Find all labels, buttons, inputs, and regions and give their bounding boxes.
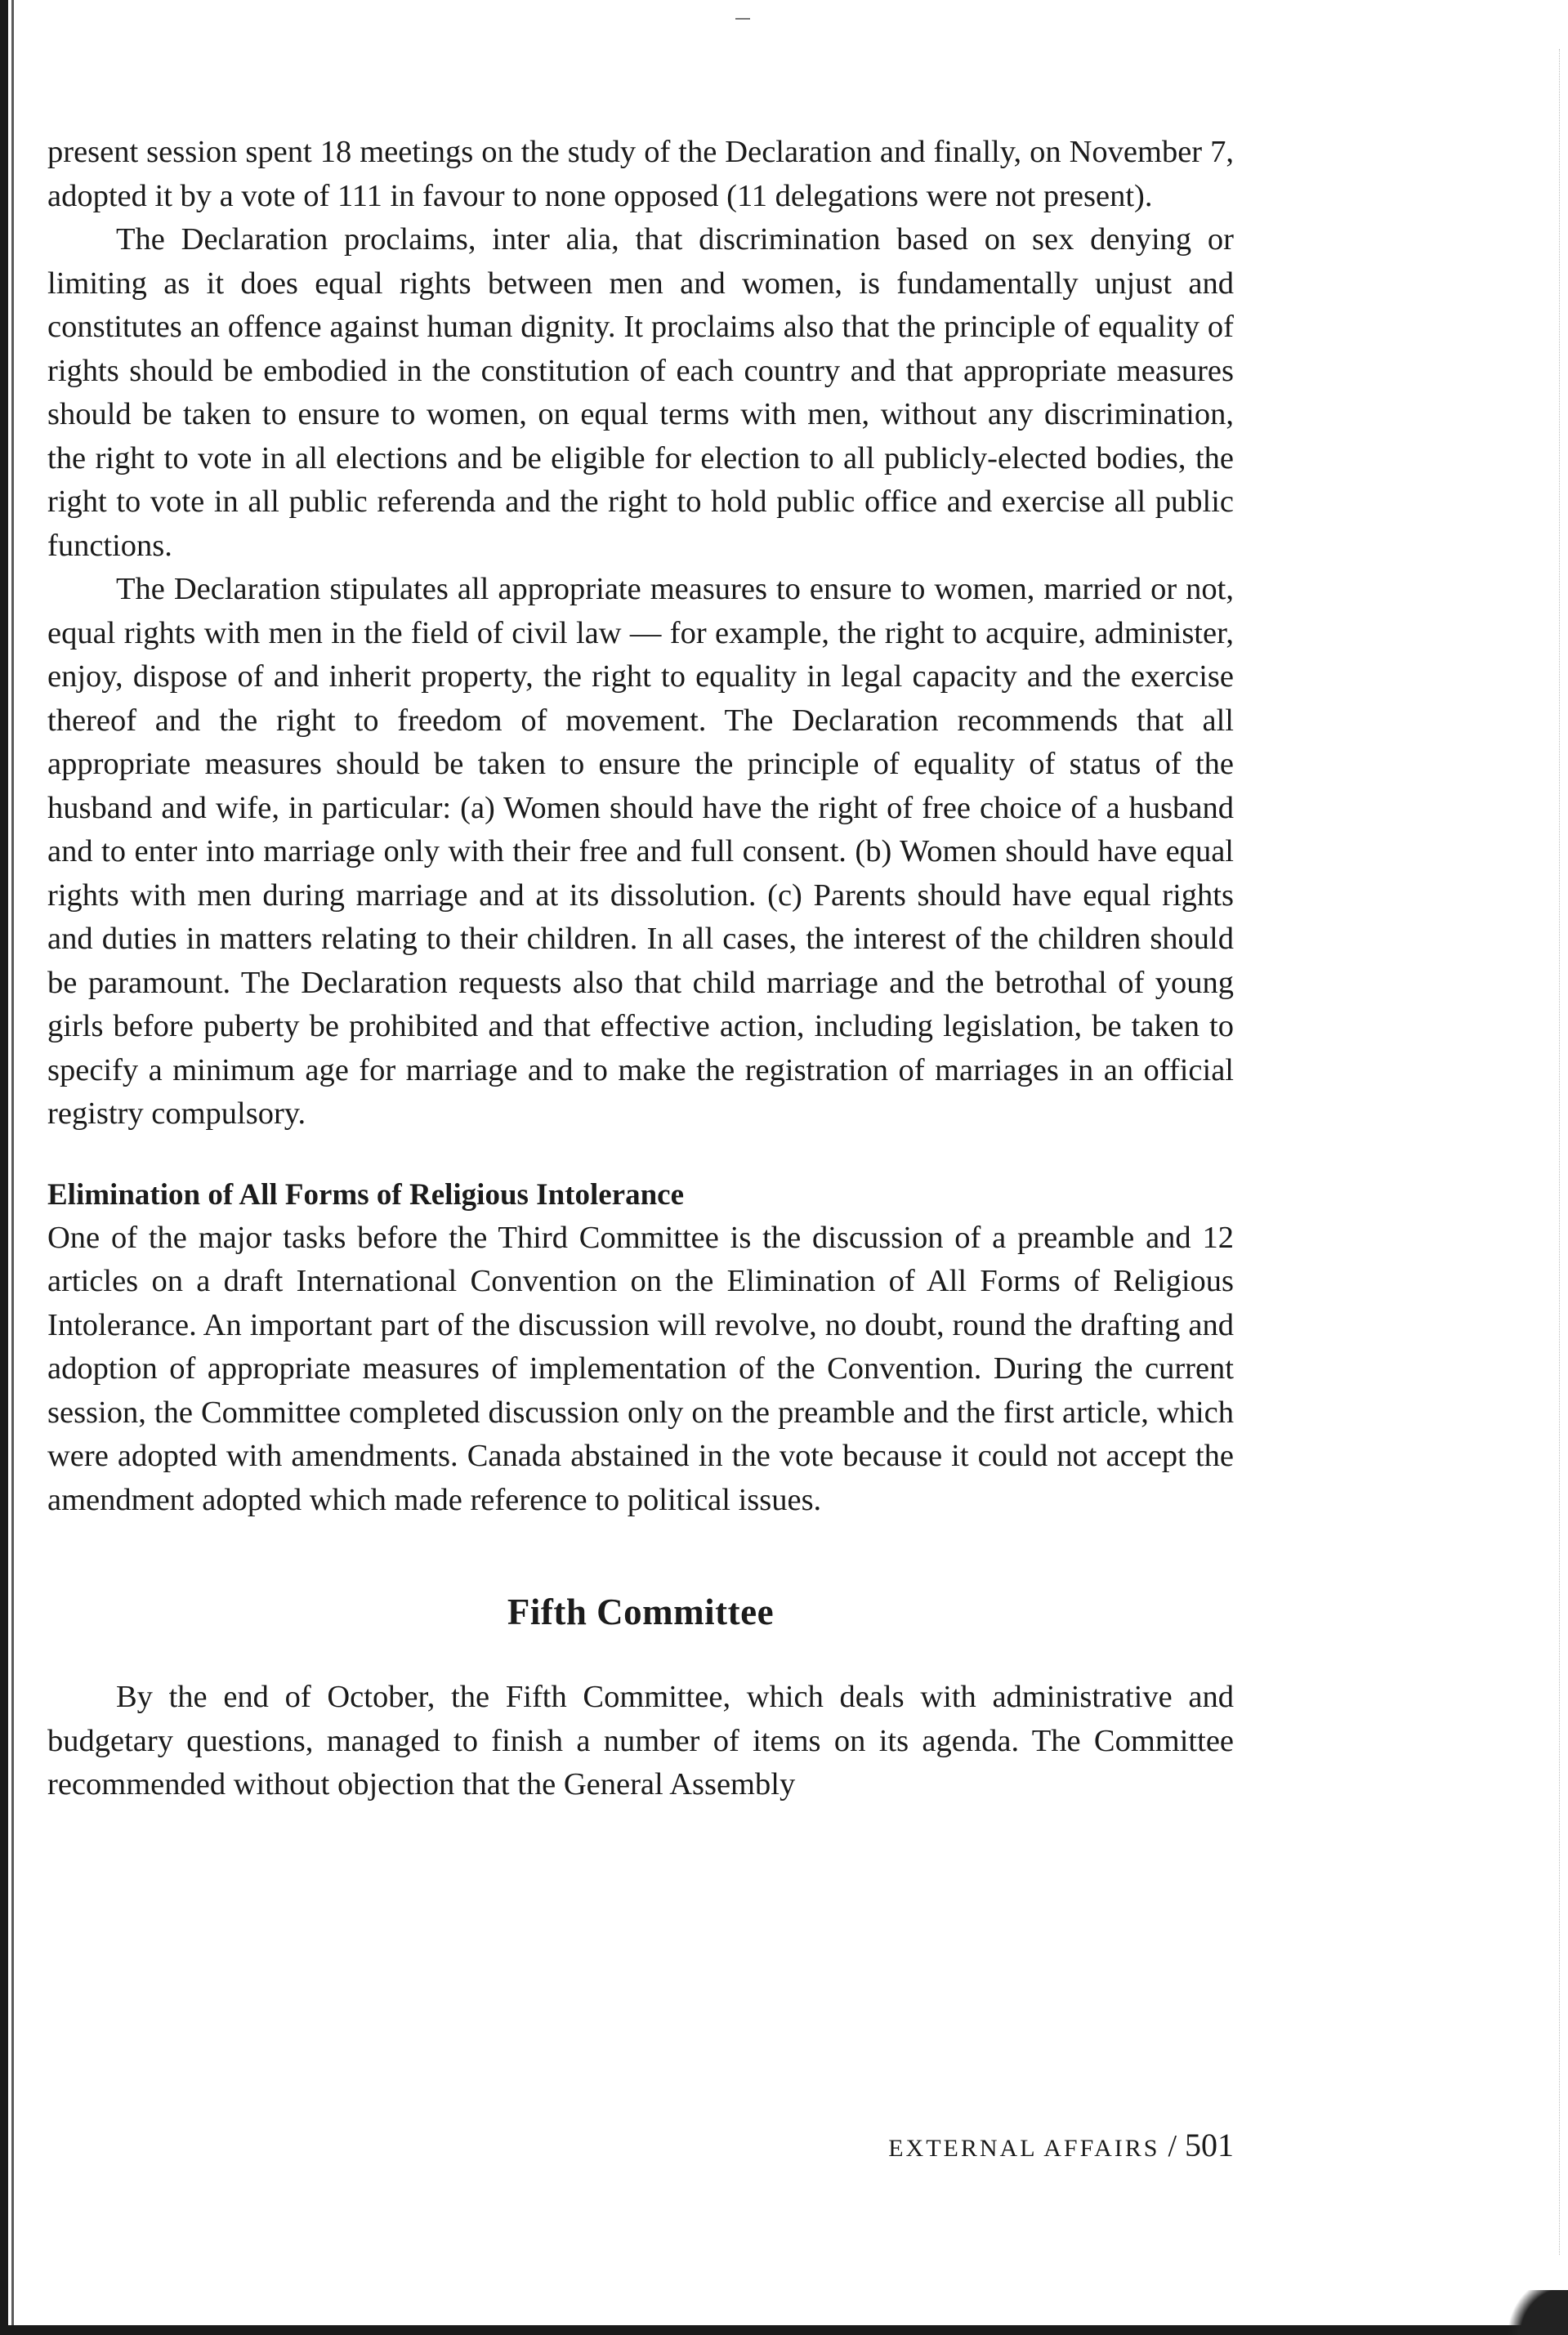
page-bottom-edge-shadow: [0, 2325, 1568, 2335]
paragraph-declaration-proclaims: The Declaration proclaims, inter alia, that discrimination based on sex denying or limiting as it does equal rights between men and women, is fundamentally unjust and constitutes an offence against human dignity. It proclaims also that the principle of equality of rights should be embodied in the constitution of each country and that appropriate measures should be taken to ensure to women, on equal terms with men, without any discrimination, the right to vote in all elections and be eligible for election to all publicly-elected bodies, the right to vote in all public referenda and the right to hold public office and exercise all public functions.: [47, 222, 1234, 563]
paragraph-session-vote: present session spent 18 meetings on the study of the Declaration and finally, on November 7, adopted it by a vote of 111 in favour to none opposed (11 delegations were not present).: [47, 135, 1234, 213]
paragraph-declaration-stipulates: The Declaration stipulates all appropriate measures to ensure to women, married or not, equal rights with men in the field of civil law — for example, the right to acquire, administer, enjoy, dispose of and inherit property, the right to equality in legal capacity and the exercise thereof and the right to freedom of movement. The Declaration recommends that all appropriate measures should be taken to ensure the principle of equality of status of the husband and wife, in particular: (a) Women should have the right of free choice of a husband and to enter into marriage only with their free and full consent. (b) Women should have equal rights with men during marriage and at its dissolution. (c) Parents should have equal rights and duties in matters relating to their children. In all cases, the interest of the children should be paramount. The Declaration requests also that child marriage and the betrothal of young girls before puberty be prohibited and that effective action, including legislation, be taken to specify a minimum age for marriage and to make the registration of marriages in an official registry compulsory.: [47, 572, 1234, 1131]
paragraph-fifth-committee: By the end of October, the Fifth Committee, which deals with administrative and budgetary questions, managed to finish a number of items on its agenda. The Committee recommended without objection that the General Assembly: [47, 1680, 1234, 1801]
footer-separator: /: [1168, 2129, 1177, 2163]
page-corner-shadow: [1494, 2290, 1568, 2335]
footer-publication-title: EXTERNAL AFFAIRS: [888, 2135, 1160, 2162]
scan-mark: [735, 18, 750, 20]
page-body: [47, 131, 1234, 1807]
page-right-edge-specks: [1554, 49, 1560, 2255]
page-left-edge-shadow: [0, 0, 8, 2335]
footer-page-number: 501: [1185, 2127, 1234, 2163]
section-heading-religious-intolerance: Elimination of All Forms of Religious Intolerance: [47, 1177, 685, 1212]
section-heading-fifth-committee: Fifth Committee: [507, 1592, 775, 1632]
page-left-edge-line: [11, 0, 14, 2335]
page-footer: [833, 2121, 1234, 2173]
paragraph-religious-intolerance: One of the major tasks before the Third Committee is the discussion of a preamble and 12 articles on a draft International Convention on the Elimination of All Forms of Religious Intolerance. An important part of the discussion will revolve, no doubt, round the drafting and adoption of appropriate measures of implementation of the Convention. During the current session, the Committee completed discussion only on the preamble and the first article, which were adopted with amendments. Canada abstained in the vote because it could not accept the amendment adopted which made reference to political issues.: [47, 1220, 1234, 1517]
